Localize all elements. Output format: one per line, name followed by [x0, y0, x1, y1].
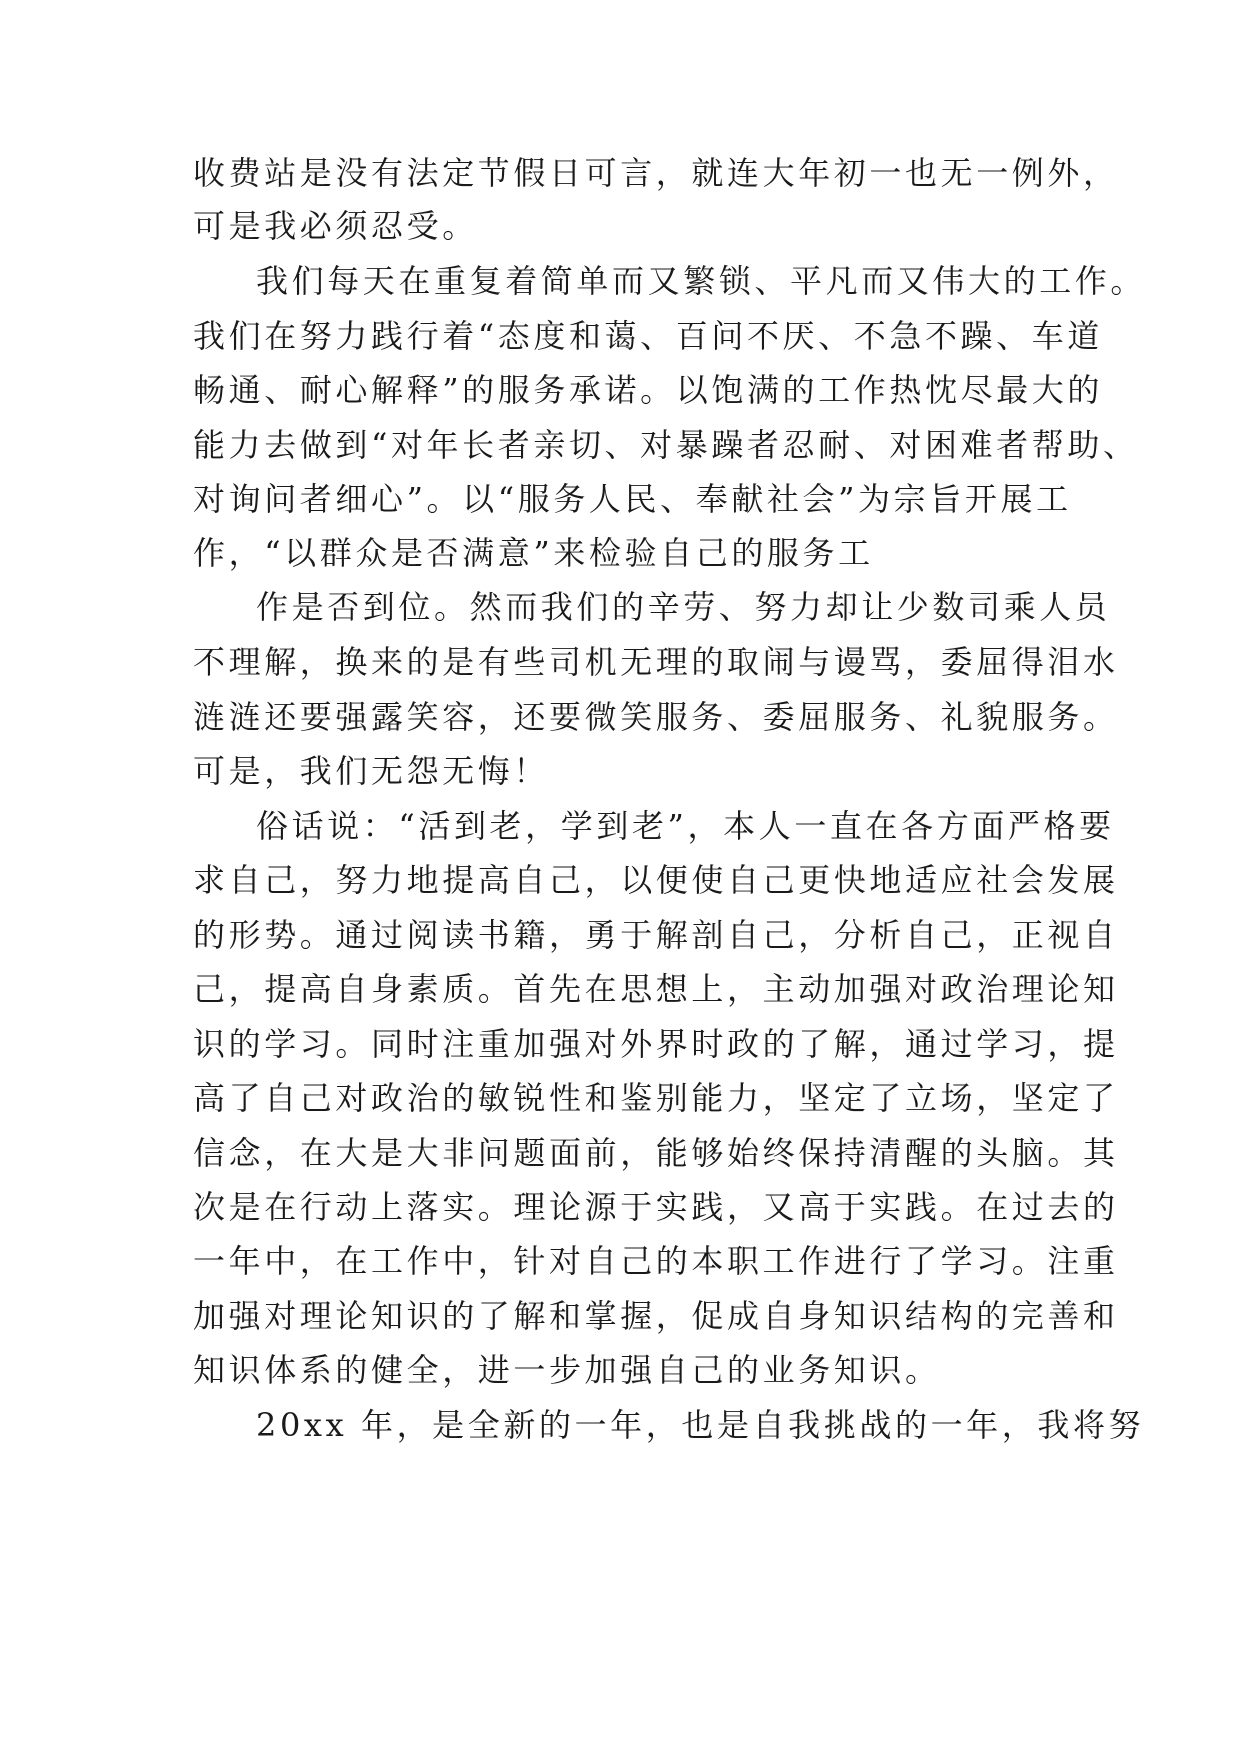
text-line: 知识体系的健全，进一步加强自己的业务知识。 [193, 1351, 941, 1389]
paragraph-first-line: 俗话说：“活到老，学到老”，本人一直在各方面严格要 [256, 807, 1115, 845]
text-line: 信念，在大是大非问题面前，能够始终保持清醒的头脑。其 [193, 1134, 1119, 1172]
text-line: 作，“以群众是否满意”来检验自己的服务工 [193, 534, 874, 572]
text-line: 涟涟还要强露笑容，还要微笑服务、委屈服务、礼貌服务。 [193, 698, 1119, 736]
text-line: 求自己，努力地提高自己，以便使自己更快地适应社会发展 [193, 861, 1119, 899]
paragraph-first-line: 20xx 年，是全新的一年，也是自我挑战的一年，我将努 [256, 1406, 1145, 1444]
text-line: 的形势。通过阅读书籍，勇于解剖自己，分析自己，正视自 [193, 916, 1119, 954]
text-line: 高了自己对政治的敏锐性和鉴别能力，坚定了立场，坚定了 [193, 1079, 1119, 1117]
text-line: 次是在行动上落实。理论源于实践，又高于实践。在过去的 [193, 1188, 1119, 1226]
text-line: 我们在努力践行着“态度和蔼、百问不厌、不急不躁、车道 [193, 317, 1103, 355]
text-line: 可是我必须忍受。 [193, 207, 478, 245]
paragraph-first-line: 作是否到位。然而我们的辛劳、努力却让少数司乘人员 [256, 588, 1111, 626]
text-line: 加强对理论知识的了解和掌握，促成自身知识结构的完善和 [193, 1297, 1119, 1335]
text-line: 畅通、耐心解释”的服务承诺。以饱满的工作热忱尽最大的 [193, 371, 1103, 409]
text-line: 不理解，换来的是有些司机无理的取闹与谩骂，委屈得泪水 [193, 643, 1119, 681]
paragraph-first-line: 我们每天在重复着简单而又繁锁、平凡而又伟大的工作。 [256, 262, 1147, 300]
text-line: 己，提高自身素质。首先在思想上，主动加强对政治理论知 [193, 970, 1119, 1008]
text-line: 一年中，在工作中，针对自己的本职工作进行了学习。注重 [193, 1242, 1119, 1280]
text-line: 识的学习。同时注重加强对外界时政的了解，通过学习，提 [193, 1025, 1119, 1063]
text-line: 可是，我们无怨无悔！ [193, 752, 550, 790]
text-line: 收费站是没有法定节假日可言，就连大年初一也无一例外， [193, 154, 1119, 192]
text-line: 对询问者细心”。以“服务人民、奉献社会”为宗旨开展工 [193, 480, 1072, 518]
text-line: 能力去做到“对年长者亲切、对暴躁者忍耐、对困难者帮助、 [193, 426, 1139, 464]
